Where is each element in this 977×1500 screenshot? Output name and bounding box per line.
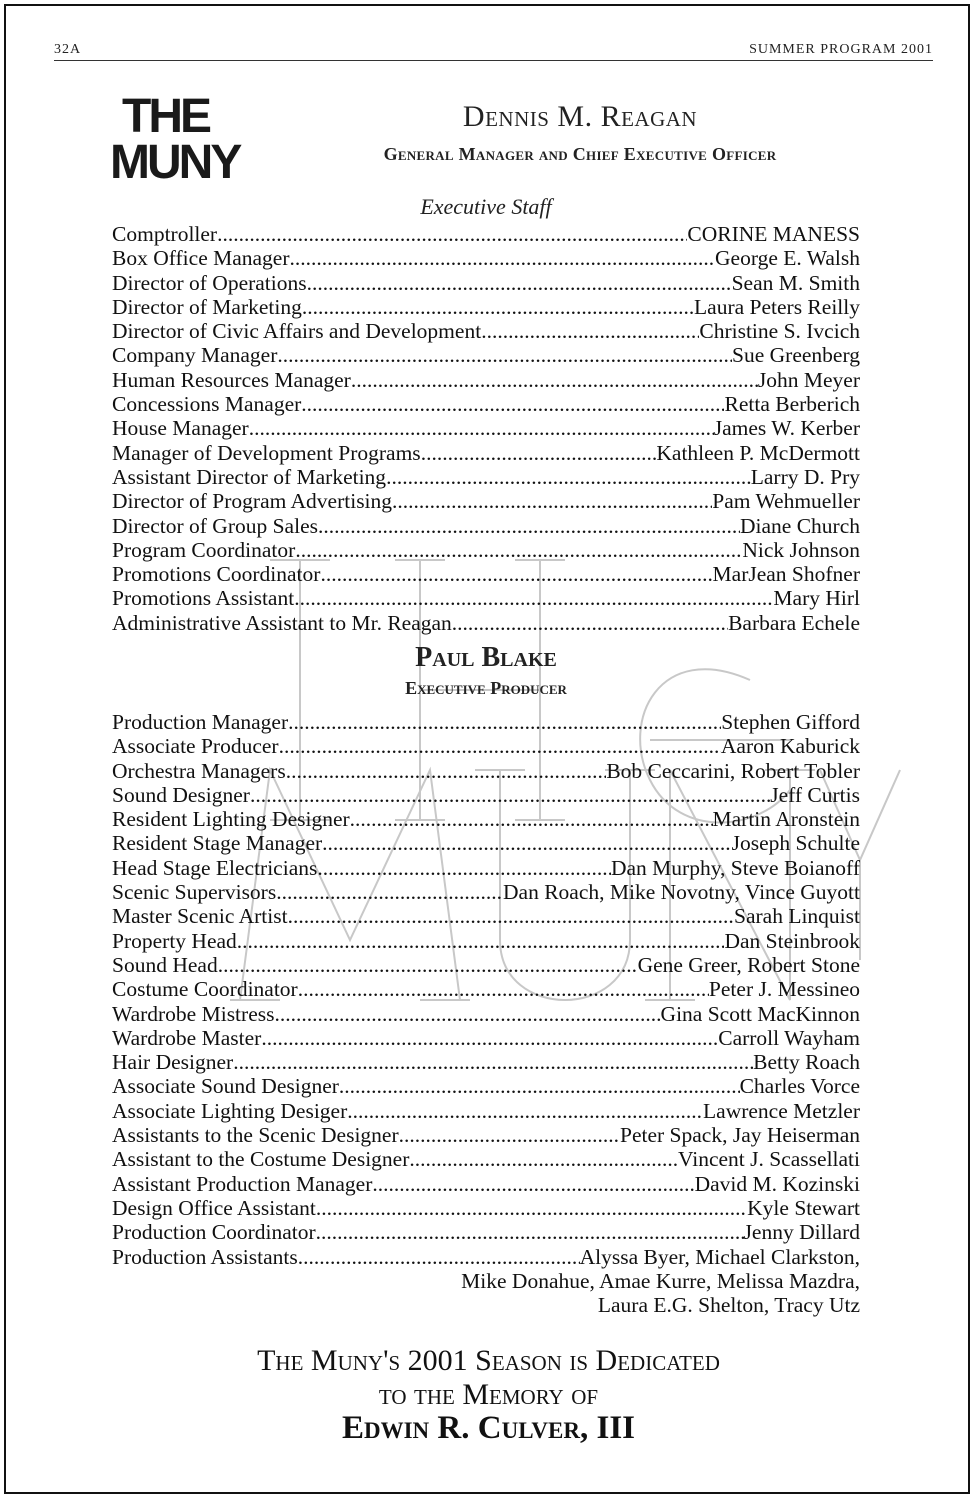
- executive-staff-row: [112, 246, 860, 270]
- production-staff-row: [112, 1220, 860, 1244]
- production-staff-row: [112, 783, 860, 807]
- staff-role: Assistant Director of Marketing: [112, 464, 387, 489]
- dedication-line2: to the Memory of: [378, 1378, 599, 1411]
- production-staff-row: [112, 1099, 860, 1123]
- staff-role: Director of Program Advertising: [112, 489, 393, 514]
- production-staff-row: [112, 710, 860, 734]
- staff-role: Box Office Manager: [112, 246, 290, 271]
- dedication-honoree: Edwin R. Culver, III: [341, 1410, 636, 1446]
- production-staff-row: [112, 977, 860, 1001]
- staff-role: Wardrobe Mistress: [112, 1001, 275, 1026]
- staff-role: Manager of Development Programs: [112, 440, 421, 465]
- executive-staff-row: [112, 465, 860, 489]
- staff-role: Assistants to the Scenic Designer: [112, 1123, 399, 1148]
- staff-name: Dan Roach, Mike Novotny, Vince Guyott: [503, 880, 860, 905]
- dot-leader: [288, 904, 734, 928]
- staff-role: Administrative Assistant to Mr. Reagan: [112, 610, 452, 635]
- executive-staff-row: [112, 586, 860, 610]
- dot-leader: [316, 1220, 744, 1244]
- executive-staff-list: [112, 222, 860, 635]
- staff-name: CORINE MANESS: [687, 222, 860, 246]
- dot-leader: [372, 1172, 694, 1196]
- staff-name: Diane Church: [739, 513, 860, 538]
- dot-leader: [339, 1074, 740, 1098]
- executive-staff-row: [112, 392, 860, 416]
- dot-leader: [218, 953, 638, 977]
- executive-staff-row: [112, 319, 860, 343]
- staff-name: Dan Steinbrook: [724, 928, 860, 953]
- staff-role: Hair Designer: [112, 1050, 234, 1075]
- production-staff-row: [112, 807, 860, 831]
- staff-role: Promotions Coordinator: [112, 562, 321, 587]
- dot-leader: [237, 929, 725, 953]
- running-header: [54, 42, 933, 58]
- dot-leader: [347, 1099, 703, 1123]
- staff-role: Wardrobe Master: [112, 1025, 262, 1050]
- staff-name: John Meyer: [757, 367, 860, 392]
- staff-name: MarJean Shofner: [712, 562, 860, 587]
- staff-name: Laura Peters Reilly: [694, 294, 860, 319]
- staff-role: Assistant to the Costume Designer: [112, 1147, 410, 1172]
- dot-leader: [276, 880, 503, 904]
- dot-leader: [249, 416, 714, 440]
- production-staff-row: [112, 1026, 860, 1050]
- production-staff-row: [112, 759, 860, 783]
- dot-leader: [322, 831, 731, 855]
- dot-leader: [316, 1196, 747, 1220]
- executive-staff-row: [112, 416, 860, 440]
- production-staff-row: [112, 1245, 860, 1269]
- dot-leader: [320, 562, 712, 586]
- production-staff-list: [112, 710, 860, 1317]
- dot-leader: [386, 465, 751, 489]
- staff-role: Director of Operations: [112, 270, 307, 295]
- staff-name: Stephen Gifford: [721, 710, 860, 734]
- production-staff-row: [112, 880, 860, 904]
- staff-name: Sean M. Smith: [731, 270, 860, 295]
- production-staff-row: [112, 1172, 860, 1196]
- staff-role: Production Assistants: [112, 1244, 298, 1269]
- staff-name: Barbara Echele: [728, 610, 860, 635]
- dot-leader: [399, 1123, 620, 1147]
- staff-role: Master Scenic Artist: [112, 904, 288, 929]
- staff-role: Resident Lighting Designer: [112, 807, 350, 832]
- staff-name: Peter Spack, Jay Heiserman: [619, 1123, 860, 1148]
- gm-name: Dennis M. Reagan: [462, 100, 698, 133]
- logo-line1: THE: [122, 90, 209, 143]
- staff-role: Associate Lighting Desiger: [112, 1098, 348, 1123]
- dot-leader: [294, 586, 773, 610]
- production-staff-row: [112, 1147, 860, 1171]
- staff-name: George E. Walsh: [715, 246, 860, 271]
- production-staff-row: [112, 1002, 860, 1026]
- producer-name: Paul Blake: [415, 642, 557, 673]
- staff-role: Company Manager: [112, 343, 278, 368]
- staff-name: Kyle Stewart: [747, 1195, 860, 1220]
- executive-staff-row: [112, 489, 860, 513]
- executive-staff-row: [112, 562, 860, 586]
- production-staff-row: [112, 904, 860, 928]
- dot-leader: [288, 710, 721, 734]
- dot-leader: [302, 295, 694, 319]
- staff-role: Comptroller: [112, 222, 218, 246]
- dedication-line1: The Muny's 2001 Season is Dedicated: [257, 1344, 720, 1377]
- production-assistants-continued: Mike Donahue, Amae Kurre, Melissa Mazdra,: [461, 1268, 860, 1293]
- staff-role: Promotions Assistant: [112, 586, 295, 611]
- publication-title: SUMMER PROGRAM 2001: [749, 42, 933, 57]
- staff-role: Concessions Manager: [112, 392, 302, 417]
- production-staff-row: [112, 1196, 860, 1220]
- staff-role: Property Head: [112, 928, 237, 953]
- header-rule: [54, 60, 933, 61]
- staff-name: Nick Johnson: [742, 537, 860, 562]
- dot-leader: [392, 489, 712, 513]
- staff-name: Kathleen P. McDermott: [656, 440, 860, 465]
- dot-leader: [261, 1026, 718, 1050]
- staff-name: Lawrence Metzler: [703, 1098, 860, 1123]
- staff-name: Jeff Curtis: [770, 782, 860, 807]
- dot-leader: [351, 368, 758, 392]
- staff-role: Design Office Assistant: [112, 1195, 316, 1220]
- staff-role: Costume Coordinator: [112, 977, 298, 1002]
- executive-staff-row: [112, 514, 860, 538]
- staff-role: Production Manager: [112, 710, 289, 734]
- muny-logo: [108, 86, 258, 186]
- production-staff-row: [112, 831, 860, 855]
- dot-leader: [317, 856, 611, 880]
- staff-role: Scenic Supervisors: [112, 880, 277, 905]
- staff-role: Human Resources Manager: [112, 367, 351, 392]
- staff-role: House Manager: [112, 416, 249, 441]
- dot-leader: [279, 734, 721, 758]
- dot-leader: [421, 441, 657, 465]
- staff-name: Peter J. Messineo: [708, 977, 860, 1002]
- staff-name: Martin Aronstein: [712, 807, 860, 832]
- dot-leader: [481, 319, 699, 343]
- logo-line2: MUNY: [110, 136, 240, 186]
- production-staff-row: [112, 1074, 860, 1098]
- staff-role: Assistant Production Manager: [112, 1171, 373, 1196]
- production-staff-row: [112, 1050, 860, 1074]
- staff-role: Resident Stage Manager: [112, 831, 323, 856]
- staff-role: Head Stage Electricians: [112, 855, 318, 880]
- staff-name: Bob Ceccarini, Robert Tobler: [606, 758, 860, 783]
- production-assistants-continued: Laura E.G. Shelton, Tracy Utz: [597, 1293, 860, 1318]
- executive-staff-row: [112, 611, 860, 635]
- staff-role: Sound Designer: [112, 782, 250, 807]
- dot-leader: [301, 392, 724, 416]
- producer-title: Executive Producer: [405, 678, 567, 698]
- production-staff-row: [112, 734, 860, 758]
- staff-role: Program Coordinator: [112, 537, 296, 562]
- dot-leader: [217, 222, 687, 246]
- production-staff-row: [112, 929, 860, 953]
- staff-name: David M. Kozinski: [694, 1171, 860, 1196]
- dot-leader: [250, 783, 770, 807]
- executive-staff-row: [112, 538, 860, 562]
- dot-leader: [318, 514, 740, 538]
- staff-name: Carroll Wayham: [718, 1025, 860, 1050]
- dot-leader: [350, 807, 713, 831]
- staff-role: Sound Head: [112, 952, 218, 977]
- dot-leader: [298, 977, 709, 1001]
- staff-name: Dan Murphy, Steve Boianoff: [610, 855, 860, 880]
- staff-role: Production Coordinator: [112, 1220, 316, 1245]
- dot-leader: [274, 1002, 660, 1026]
- staff-role: Associate Producer: [112, 734, 279, 759]
- production-staff-row: [112, 856, 860, 880]
- executive-staff-row: [112, 441, 860, 465]
- production-staff-row: [112, 953, 860, 977]
- executive-staff-heading: Executive Staff: [420, 194, 552, 219]
- executive-staff-row: [112, 222, 860, 246]
- muny-logo-graphic: [108, 86, 258, 186]
- staff-name: Joseph Schulte: [731, 831, 860, 856]
- dot-leader: [409, 1147, 678, 1171]
- staff-name: Jenny Dillard: [743, 1220, 860, 1245]
- executive-staff-row: [112, 271, 860, 295]
- dot-leader: [295, 538, 742, 562]
- page-number: 32A: [54, 42, 82, 57]
- executive-staff-row: [112, 368, 860, 392]
- staff-name: Gene Greer, Robert Stone: [637, 952, 860, 977]
- staff-name: Larry D. Pry: [750, 464, 860, 489]
- staff-name: Sarah Linquist: [734, 904, 860, 929]
- staff-role: Director of Marketing: [112, 294, 302, 319]
- staff-name: Mary Hirl: [773, 586, 860, 611]
- staff-name: Retta Berberich: [724, 392, 860, 417]
- staff-name: Vincent J. Scassellati: [677, 1147, 860, 1172]
- staff-name: James W. Kerber: [713, 416, 860, 441]
- staff-name: Aaron Kaburick: [720, 734, 860, 759]
- dot-leader: [452, 611, 728, 635]
- dot-leader: [277, 343, 732, 367]
- staff-role: Orchestra Managers: [112, 758, 286, 783]
- dot-leader: [286, 759, 607, 783]
- executive-staff-row: [112, 343, 860, 367]
- dot-leader: [233, 1050, 753, 1074]
- executive-staff-row: [112, 295, 860, 319]
- staff-role: Director of Civic Affairs and Development: [112, 319, 482, 344]
- dot-leader: [290, 246, 716, 270]
- staff-name: Charles Vorce: [739, 1074, 860, 1099]
- staff-name: Christine S. Ivcich: [699, 319, 860, 344]
- staff-name: Sue Greenberg: [732, 343, 860, 368]
- dot-leader: [298, 1245, 580, 1269]
- staff-name: Pam Wehmueller: [712, 489, 860, 514]
- staff-role: Associate Sound Designer: [112, 1074, 339, 1099]
- staff-name: Gina Scott MacKinnon: [660, 1001, 860, 1026]
- production-staff-row: [112, 1123, 860, 1147]
- staff-name: Betty Roach: [753, 1050, 860, 1075]
- staff-role: Director of Group Sales: [112, 513, 318, 538]
- gm-title: General Manager and Chief Executive Officer: [383, 144, 777, 164]
- staff-name: Alyssa Byer, Michael Clarkston,: [579, 1244, 860, 1269]
- dot-leader: [307, 271, 732, 295]
